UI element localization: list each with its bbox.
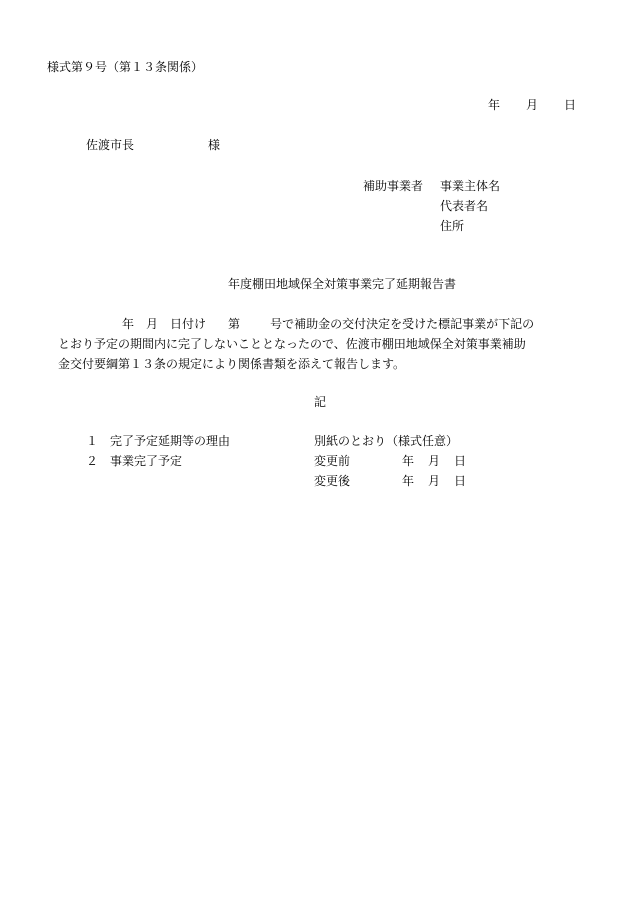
item-label: 事業完了予定 [110,454,183,468]
body-line-2: とおり予定の期間内に完了しないこととなったので、佐渡市棚田地域保全対策事業補助 [58,337,526,351]
form-number: 様式第９号（第１３条関係） [47,60,204,74]
item-row [86,454,182,468]
addressee-name: 佐渡市長 [86,138,135,152]
item-number: １ [86,434,99,448]
schedule-day: 日 [454,454,467,468]
item-value: 別紙のとおり（様式任意） [314,434,459,448]
schedule-label: 変更後 [314,474,351,488]
applicant-field-representative: 代表者名 [440,199,489,213]
addressee [86,138,220,152]
body-dai: 第 [228,317,241,331]
schedule-year: 年 [402,454,415,468]
date-day: 日 [564,98,577,112]
applicant-field-address: 住所 [440,219,465,233]
schedule-before [314,454,466,468]
date-month: 月 [526,98,539,112]
body-day: 日付け [170,317,207,331]
body-year: 年 [122,317,135,331]
applicant-field-entity-name: 事業主体名 [440,179,501,193]
item-number: ２ [86,454,99,468]
schedule-year: 年 [402,474,415,488]
schedule-month: 月 [428,454,441,468]
body-month: 月 [146,317,159,331]
schedule-month: 月 [428,474,441,488]
date-year: 年 [488,98,501,112]
schedule-day: 日 [454,474,467,488]
body-line-1 [72,314,572,334]
item-row [86,434,230,448]
addressee-honorific: 様 [208,138,221,152]
report-date [488,98,576,112]
schedule-label: 変更前 [314,454,351,468]
document-title: 年度棚田地域保全対策事業完了延期報告書 [228,277,457,291]
applicant-label: 補助事業者 [363,179,424,193]
applicant-fields [440,179,500,239]
ki-heading: 記 [314,395,327,409]
body-line-3: 金交付要綱第１３条の規定により関係書類を添えて報告します。 [58,357,406,371]
item-label: 完了予定延期等の理由 [110,434,231,448]
body-paragraph [58,314,572,374]
schedule-after [314,474,466,488]
body-line-1-rest: 号で補助金の交付決定を受けた標記事業が下記の [270,317,535,331]
